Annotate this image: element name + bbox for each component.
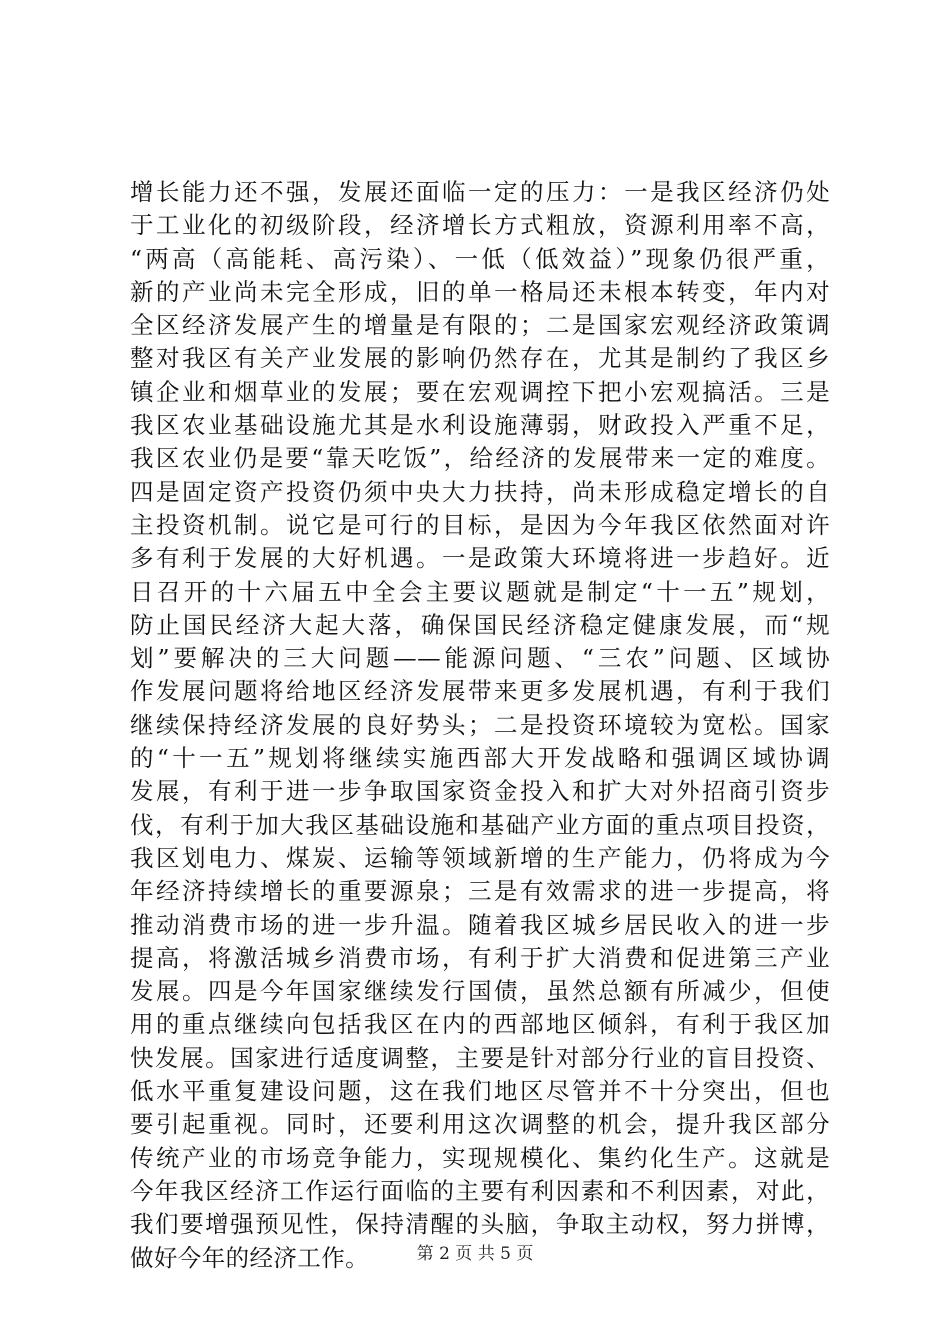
text-line: 我区划电力、煤炭、运输等领域新增的生产能力，仍将成为今 [130,843,830,872]
text-line: 伐，有利于加大我区基础设施和基础产业方面的重点项目投资， [130,810,830,839]
text-line: 新的产业尚未完全形成，旧的单一格局还未根本转变，年内对 [130,277,830,306]
text-line: 快发展。国家进行适度调整，主要是针对部分行业的盲目投资、 [130,1043,830,1072]
text-line: 主投资机制。说它是可行的目标，是因为今年我区依然面对许 [130,510,830,539]
text-line: 全区经济发展产生的增量是有限的；二是国家宏观经济政策调 [130,311,830,340]
text-line: 镇企业和烟草业的发展；要在宏观调控下把小宏观搞活。三是 [130,377,830,406]
text-line: 于工业化的初级阶段，经济增长方式粗放，资源利用率不高， [130,211,830,240]
text-line: 要引起重视。同时，还要利用这次调整的机会，提升我区部分 [130,1110,830,1139]
text-line: 年经济持续增长的重要源泉；三是有效需求的进一步提高，将 [130,877,830,906]
text-line: 的“十一五”规划将继续实施西部大开发战略和强调区域协调 [130,744,830,773]
text-line: 我区农业基础设施尤其是水利设施薄弱，财政投入严重不足， [130,411,830,440]
text-line: 用的重点继续向包括我区在内的西部地区倾斜，有利于我区加 [130,1010,830,1039]
page-number-footer: 第 2 页 共 5 页 [416,1244,534,1264]
body-paragraph [130,176,830,1275]
text-line: 做好今年的经济工作。 [130,1243,369,1272]
text-line: 低水平重复建设问题，这在我们地区尽管并不十分突出，但也 [130,1077,830,1106]
text-line: 整对我区有关产业发展的影响仍然存在，尤其是制约了我区乡 [130,344,830,373]
text-line: 划”要解决的三大问题——能源问题、“三农”问题、区域协 [130,644,830,673]
text-line: 继续保持经济发展的良好势头；二是投资环境较为宽松。国家 [130,710,830,739]
text-line: 传统产业的市场竞争能力，实现规模化、集约化生产。这就是 [130,1143,830,1172]
text-line: 多有利于发展的大好机遇。一是政策大环境将进一步趋好。近 [130,544,830,573]
text-line: 我区农业仍是要“靠天吃饭”，给经济的发展带来一定的难度。 [130,444,830,473]
text-line: 日召开的十六届五中全会主要议题就是制定“十一五”规划， [130,577,830,606]
text-line: 发展，有利于进一步争取国家资金投入和扩大对外招商引资步 [130,777,830,806]
text-line: 作发展问题将给地区经济发展带来更多发展机遇，有利于我们 [130,677,830,706]
text-line: 发展。四是今年国家继续发行国债，虽然总额有所减少，但使 [130,977,830,1006]
text-line: 防止国民经济大起大落，确保国民经济稳定健康发展，而“规 [130,610,830,639]
text-line: “两高（高能耗、高污染）、一低（低效益）”现象仍很严重， [130,244,830,273]
text-line: 推动消费市场的进一步升温。随着我区城乡居民收入的进一步 [130,910,830,939]
text-line: 今年我区经济工作运行面临的主要有利因素和不利因素，对此， [130,1176,830,1205]
text-line: 增长能力还不强，发展还面临一定的压力：一是我区经济仍处 [130,178,830,206]
text-line: 四是固定资产投资仍须中央大力扶持，尚未形成稳定增长的自 [130,477,830,506]
text-line: 我们要增强预见性，保持清醒的头脑，争取主动权，努力拼博， [130,1210,830,1239]
text-line: 提高，将激活城乡消费市场，有利于扩大消费和促进第三产业 [130,943,830,972]
